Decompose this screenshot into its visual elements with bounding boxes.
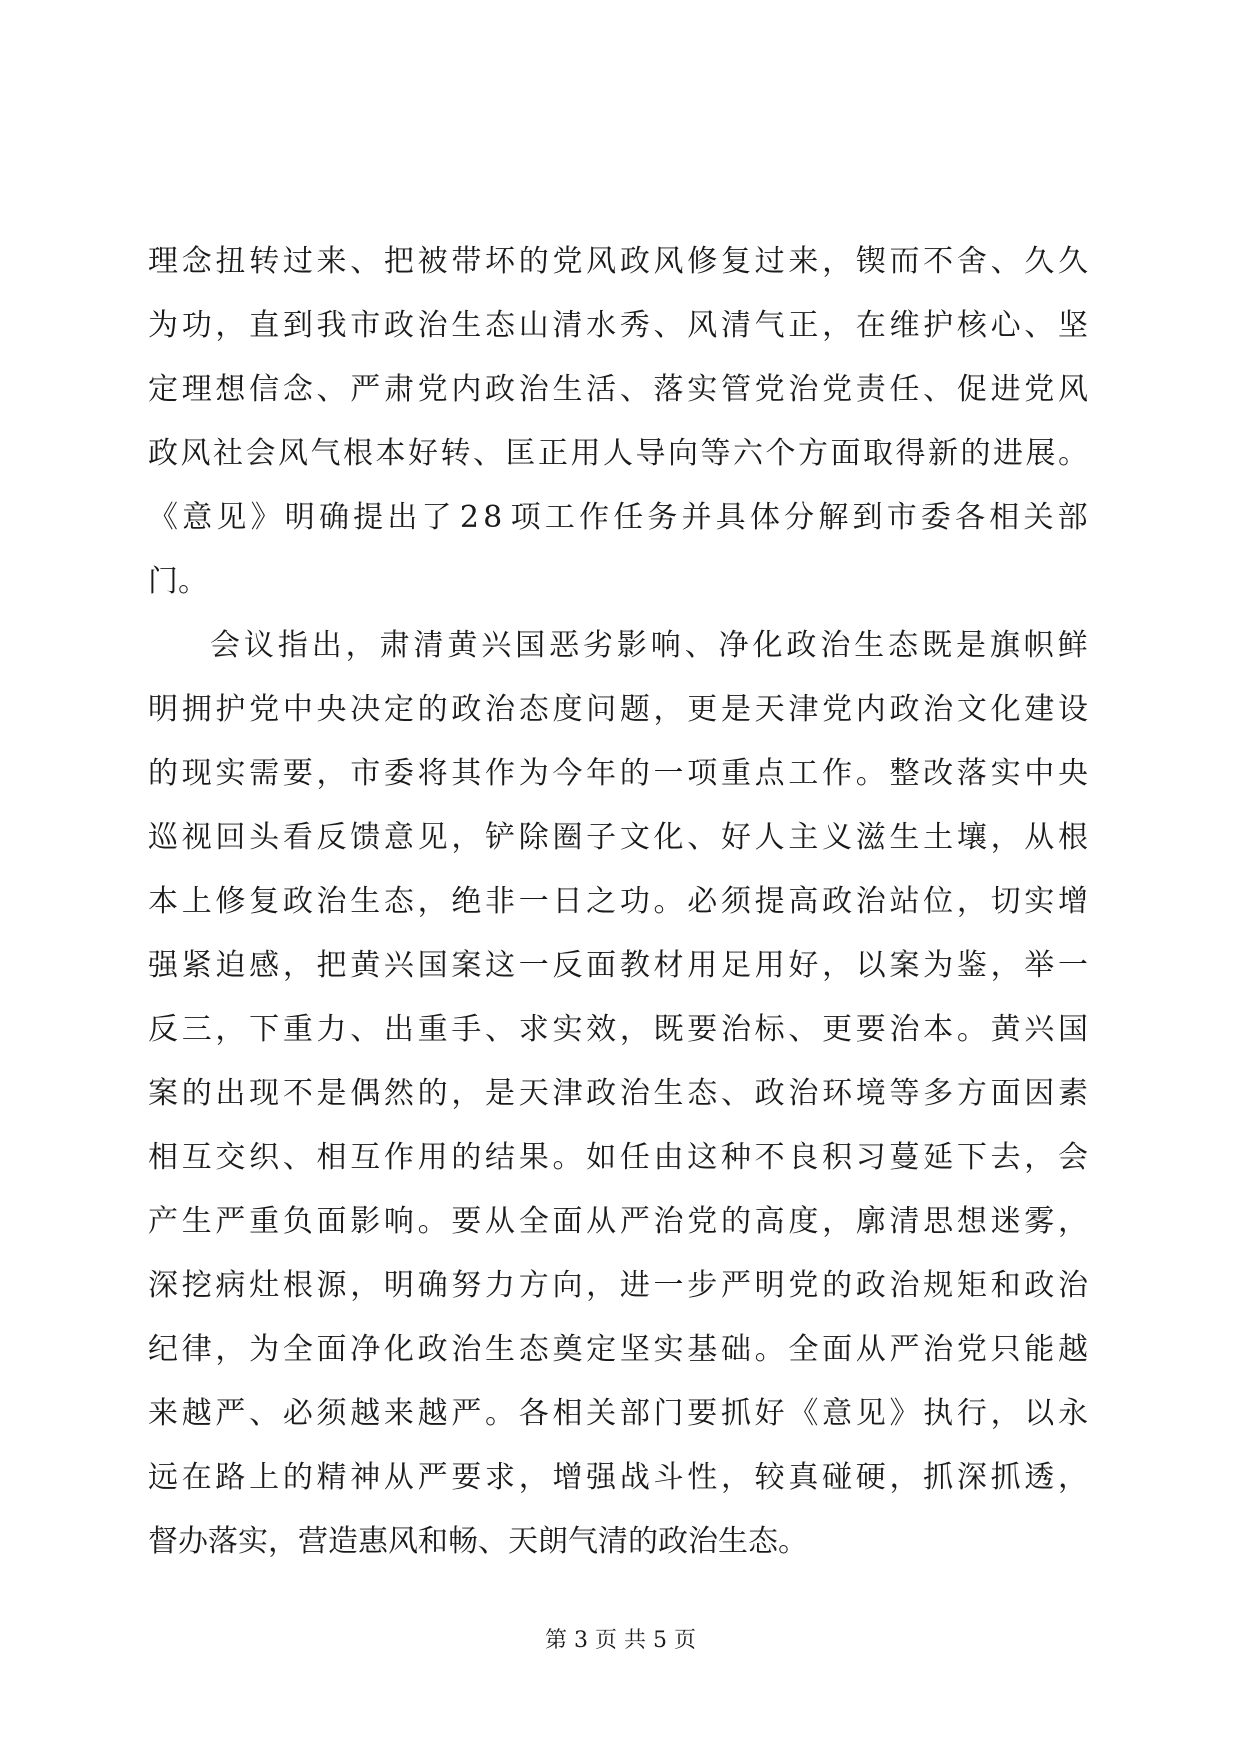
text-line: 纪 律 ， 为 全 面 净 化 政 治 生 态 奠 定 坚 实 基 础 。 全 面 从 严 治 党 只 能 越 [148, 1332, 1088, 1367]
text-line: 定 理 想 信 念 、 严 肃 党 内 政 治 生 活 、 落 实 管 党 治 党 责 任 、 促 进 党 风 [148, 372, 1088, 407]
text-line: 反 三 ， 下 重 力 、 出 重 手 、 求 实 效 ， 既 要 治 标 、 更 要 治 本 。 黄 兴 国 [148, 1012, 1088, 1047]
text-line: 相 互 交 织 、 相 互 作 用 的 结 果 。 如 任 由 这 种 不 良 积 习 蔓 延 下 去 ， 会 [148, 1140, 1088, 1175]
text-line: 门。 [148, 564, 208, 599]
text-line: 政 风 社 会 风 气 根 本 好 转 、 匡 正 用 人 导 向 等 六 个 方 面 取 得 新 的 进 展 。 [148, 436, 1088, 471]
text-line: 督办落实，营造惠风和畅、天朗气清的政治生态。 [148, 1524, 808, 1559]
text-line: 的 现 实 需 要 ， 市 委 将 其 作 为 今 年 的 一 项 重 点 工 作 。 整 改 落 实 中 央 [148, 756, 1088, 791]
text-line: 远 在 路 上 的 精 神 从 严 要 求 ， 增 强 战 斗 性 ， 较 真 碰 硬 ， 抓 深 抓 透 ， [148, 1460, 1088, 1495]
text-line: 本 上 修 复 政 治 生 态 ， 绝 非 一 日 之 功 。 必 须 提 高 政 治 站 位 ， 切 实 增 [148, 884, 1088, 919]
text-line: 强 紧 迫 感 ， 把 黄 兴 国 案 这 一 反 面 教 材 用 足 用 好 ， 以 案 为 鉴 ， 举 一 [148, 948, 1088, 983]
page-number-footer: 第 3 页 共 5 页 [545, 1628, 696, 1653]
text-line: 明 拥 护 党 中 央 决 定 的 政 治 态 度 问 题 ， 更 是 天 津 党 内 政 治 文 化 建 设 [148, 692, 1088, 727]
text-line: 为 功 ， 直 到 我 市 政 治 生 态 山 清 水 秀 、 风 清 气 正 ， 在 维 护 核 心 、 坚 [148, 308, 1088, 343]
document-body [148, 230, 1088, 1574]
text-line: 会 议 指 出 ， 肃 清 黄 兴 国 恶 劣 影 响 、 净 化 政 治 生 态 既 是 旗 帜 鲜 [210, 628, 1088, 663]
text-line: 深 挖 病 灶 根 源 ， 明 确 努 力 方 向 ， 进 一 步 严 明 党 的 政 治 规 矩 和 政 治 [148, 1268, 1088, 1303]
text-line: 《 意 见 》 明 确 提 出 了 2 8 项 工 作 任 务 并 具 体 分 解 到 市 委 各 相 关 部 [148, 500, 1088, 535]
text-line: 产 生 严 重 负 面 影 响 。 要 从 全 面 从 严 治 党 的 高 度 ， 廓 清 思 想 迷 雾 ， [148, 1204, 1088, 1239]
text-line: 理 念 扭 转 过 来 、 把 被 带 坏 的 党 风 政 风 修 复 过 来 ， 锲 而 不 舍 、 久 久 [148, 244, 1088, 279]
text-line: 来 越 严 、 必 须 越 来 越 严 。 各 相 关 部 门 要 抓 好 《 意 见 》 执 行 ， 以 永 [148, 1396, 1088, 1431]
text-line: 案 的 出 现 不 是 偶 然 的 ， 是 天 津 政 治 生 态 、 政 治 环 境 等 多 方 面 因 素 [148, 1076, 1088, 1111]
text-line: 巡 视 回 头 看 反 馈 意 见 ， 铲 除 圈 子 文 化 、 好 人 主 义 滋 生 土 壤 ， 从 根 [148, 820, 1088, 855]
